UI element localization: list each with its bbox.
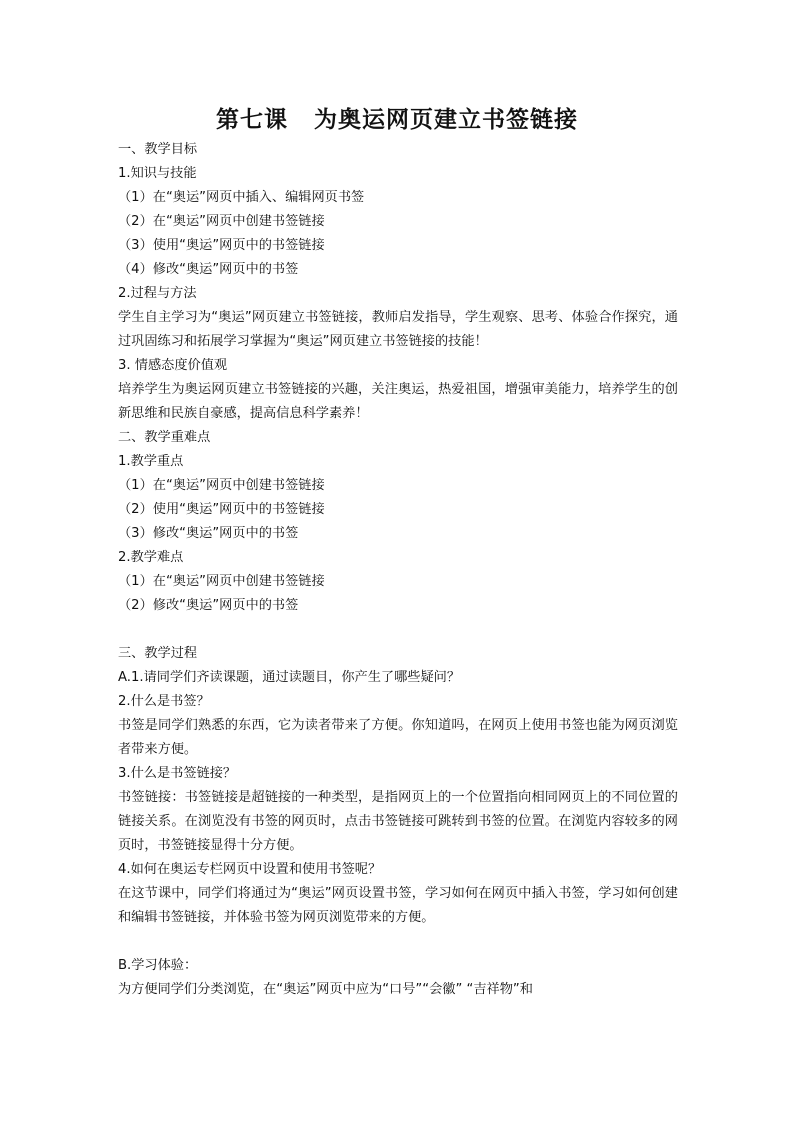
section-heading-learning-experience: B.学习体验： (118, 958, 198, 973)
list-item: （4）修改“奥运”网页中的书签 (118, 262, 299, 277)
question-1: A.1.请同学们齐读课题，通过读题目，你产生了哪些疑问？ (118, 670, 461, 685)
question-4: 4.如何在奥运专栏网页中设置和使用书签呢？ (118, 862, 382, 877)
section-heading-key-points: 二、教学重难点 (118, 430, 211, 445)
list-item: （3）修改“奥运”网页中的书签 (118, 526, 299, 541)
subheading-difficult-points: 2.教学难点 (118, 550, 184, 565)
list-item: （3）使用“奥运”网页中的书签链接 (118, 238, 325, 253)
paragraph-learning-experience: 为方便同学们分类浏览，在“奥运”网页中应为“口号”“会徽” “吉祥物”和 (118, 982, 533, 997)
page-title (0, 101, 794, 134)
list-item: （2）修改“奥运”网页中的书签 (118, 598, 299, 613)
list-item: （2）使用“奥运”网页中的书签链接 (118, 502, 325, 517)
section-heading-process: 三、教学过程 (118, 646, 198, 661)
question-3: 3.什么是书签链接？ (118, 766, 237, 781)
lesson-title: 为奥运网页建立书签链接 (314, 106, 578, 133)
subheading-key-points: 1.教学重点 (118, 454, 184, 469)
document-body (118, 138, 678, 1002)
paragraph-process-method: 学生自主学习为“奥运”网页建立书签链接，教师启发指导，学生观察、思考、体验合作探究，通过巩固练习和拓展学习掌握为“奥运”网页建立书签链接的技能！ (118, 310, 678, 349)
blank-line (118, 618, 678, 642)
list-item: （1）在“奥运”网页中插入、编辑网页书签 (118, 190, 365, 205)
list-item: （1）在“奥运”网页中创建书签链接 (118, 574, 325, 589)
blank-line (118, 930, 678, 954)
answer-3: 书签链接：书签链接是超链接的一种类型，是指网页上的一个位置指向相同网页上的不同位置的链接关系。在浏览没有书签的网页时，点击书签链接可跳转到书签的位置。在浏览内容较多的网页时，书签链接显得十分方便。 (118, 790, 678, 853)
answer-4: 在这节课中，同学们将通过为“奥运”网页设置书签，学习如何在网页中插入书签，学习如何创建和编辑书签链接，并体验书签为网页浏览带来的方便。 (118, 886, 678, 925)
lesson-number: 第七课 (216, 106, 288, 133)
subheading-emotion-attitude: 3. 情感态度价值观 (118, 358, 228, 373)
list-item: （1）在“奥运”网页中创建书签链接 (118, 478, 325, 493)
answer-2: 书签是同学们熟悉的东西，它为读者带来了方便。你知道吗，在网页上使用书签也能为网页浏览者带来方便。 (118, 718, 678, 757)
section-heading-objectives: 一、教学目标 (118, 142, 198, 157)
subheading-process-method: 2.过程与方法 (118, 286, 197, 301)
subheading-knowledge-skills: 1.知识与技能 (118, 166, 197, 181)
paragraph-emotion-attitude: 培养学生为奥运网页建立书签链接的兴趣，关注奥运，热爱祖国，增强审美能力，培养学生的创新思维和民族自豪感，提高信息科学素养！ (118, 382, 678, 421)
list-item: （2）在“奥运”网页中创建书签链接 (118, 214, 325, 229)
question-2: 2.什么是书签？ (118, 694, 210, 709)
